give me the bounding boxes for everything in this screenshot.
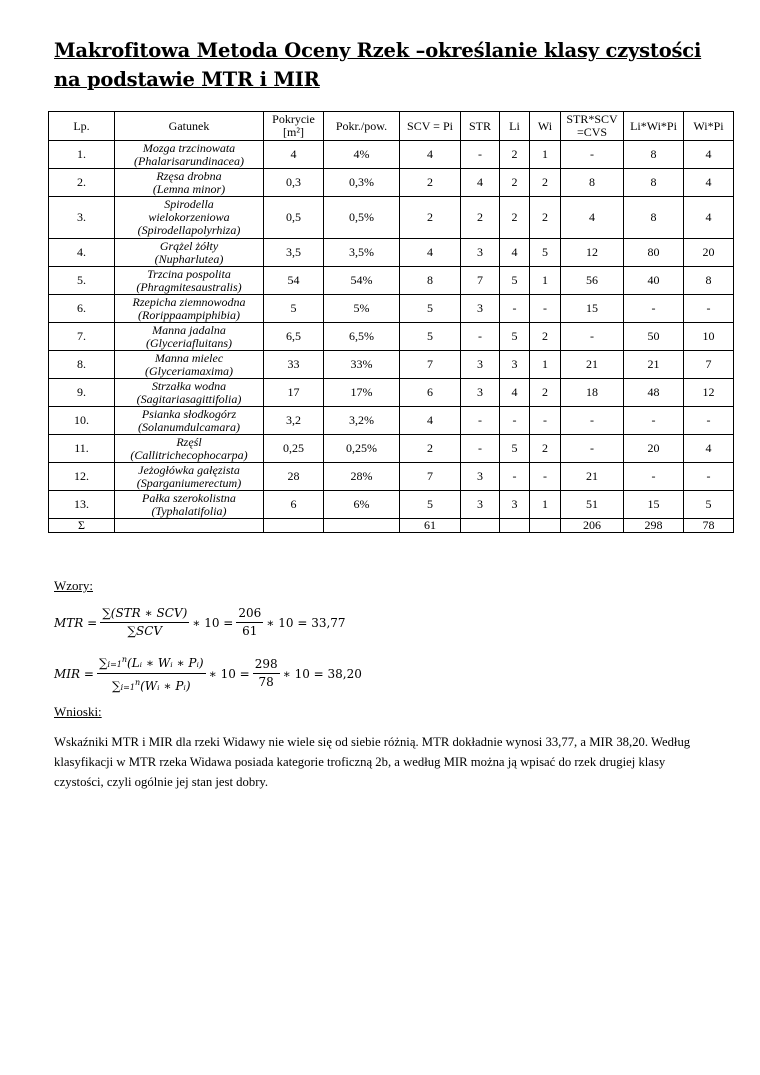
wp-value: 20: [684, 239, 734, 267]
li-value: 3: [500, 491, 530, 519]
wp-value: 7: [684, 351, 734, 379]
row-number: 6.: [49, 295, 115, 323]
lwp-value: 21: [624, 351, 684, 379]
mtr-formula: [54, 606, 346, 639]
wi-value: -: [530, 407, 561, 435]
species-name: [115, 267, 264, 295]
scv-value: 7: [400, 463, 461, 491]
coverage-percent: 0,5%: [324, 197, 400, 239]
wp-value: 8: [684, 267, 734, 295]
sum-label: Σ: [49, 519, 115, 533]
mir-numerator: $\sum i=1^n(Lᵢ$ ∗ Wᵢ ∗ Pᵢ): [97, 652, 206, 674]
table-row: [49, 239, 734, 267]
row-number: 4.: [49, 239, 115, 267]
str-value: 3: [461, 491, 500, 519]
scv-value: 5: [400, 323, 461, 351]
wp-value: -: [684, 407, 734, 435]
scv-value: 4: [400, 141, 461, 169]
table-row: [49, 141, 734, 169]
mtr-denominator: ∑SCV: [127, 624, 163, 638]
mir-result: ∗ 10 = 38,20: [282, 666, 362, 681]
species-line: (Glyceriamaxima): [145, 363, 233, 378]
li-value: 2: [500, 169, 530, 197]
header-lwp: Li*Wi*Pi: [624, 112, 684, 141]
sum-cvs: 206: [561, 519, 624, 533]
wp-value: 12: [684, 379, 734, 407]
lwp-value: 15: [624, 491, 684, 519]
coverage-m2: 5: [264, 295, 324, 323]
mir-value-denominator: 78: [258, 675, 274, 689]
species-line: (Glyceriafluitans): [146, 335, 232, 350]
species-name: [115, 407, 264, 435]
sum-scv: 61: [400, 519, 461, 533]
species-name: [115, 491, 264, 519]
scv-value: 2: [400, 197, 461, 239]
li-value: 2: [500, 197, 530, 239]
scv-value: 8: [400, 267, 461, 295]
cvs-value: 4: [561, 197, 624, 239]
species-line: Grążel żółty: [159, 238, 219, 253]
species-line: (Sparganiumerectum): [136, 475, 242, 490]
sum-empty: [530, 519, 561, 533]
table-row: [49, 491, 734, 519]
header-wp: Wi*Pi: [684, 112, 734, 141]
str-value: 3: [461, 463, 500, 491]
mir-value-fraction: [253, 657, 280, 690]
sum-lwp: 298: [624, 519, 684, 533]
species-name: [115, 463, 264, 491]
species-line: Manna jadalna: [152, 322, 226, 337]
str-value: 3: [461, 295, 500, 323]
lwp-value: 80: [624, 239, 684, 267]
species-line: Rzęśl: [176, 434, 202, 449]
header-str: STR: [461, 112, 500, 141]
species-line: Psianka słodkogórz: [141, 406, 237, 421]
species-line: (Phalarisarundinacea): [134, 153, 244, 168]
table-row: [49, 435, 734, 463]
coverage-percent: 17%: [324, 379, 400, 407]
str-value: 3: [461, 239, 500, 267]
cvs-value: 12: [561, 239, 624, 267]
mir-denominator-expr: (Wᵢ ∗ Pᵢ): [140, 679, 191, 693]
sum-empty: [115, 519, 264, 533]
coverage-percent: 54%: [324, 267, 400, 295]
species-line: (Typhalatifolia): [151, 503, 227, 518]
lwp-value: 8: [624, 141, 684, 169]
cvs-value: 15: [561, 295, 624, 323]
header-scv: SCV = Pi: [400, 112, 461, 141]
cvs-value: 51: [561, 491, 624, 519]
scv-value: 7: [400, 351, 461, 379]
wp-value: 4: [684, 435, 734, 463]
li-value: -: [500, 463, 530, 491]
wi-value: -: [530, 463, 561, 491]
species-line: (Solanumdulcamara): [138, 419, 240, 434]
header-cvs: STR*SCV =CVS: [561, 112, 624, 141]
coverage-percent: 28%: [324, 463, 400, 491]
scv-value: 2: [400, 435, 461, 463]
coverage-percent: 0,25%: [324, 435, 400, 463]
header-pokrycie: Pokrycie [m²]: [264, 112, 324, 141]
species-line: (Sagitariasagittifolia): [136, 391, 242, 406]
row-number: 2.: [49, 169, 115, 197]
species-line: Rzepicha ziemnowodna: [132, 294, 246, 309]
header-li: Li: [500, 112, 530, 141]
table-row: [49, 295, 734, 323]
scv-value: 4: [400, 239, 461, 267]
scv-value: 2: [400, 169, 461, 197]
str-value: -: [461, 323, 500, 351]
coverage-percent: 3,2%: [324, 407, 400, 435]
str-value: 2: [461, 197, 500, 239]
lwp-value: 20: [624, 435, 684, 463]
mir-value-numerator: 298: [253, 657, 280, 674]
species-name: [115, 435, 264, 463]
wp-value: 4: [684, 169, 734, 197]
mir-numerator-expr: (Lᵢ ∗ Wᵢ ∗ Pᵢ): [127, 656, 204, 670]
species-name: [115, 323, 264, 351]
header-gatunek: Gatunek: [115, 112, 264, 141]
wi-value: 2: [530, 169, 561, 197]
row-number: 9.: [49, 379, 115, 407]
li-value: 2: [500, 141, 530, 169]
coverage-m2: 4: [264, 141, 324, 169]
wi-value: 5: [530, 239, 561, 267]
mir-denominator: $\sum i=1^n(Wᵢ$ ∗ Pᵢ): [112, 678, 191, 693]
row-number: 3.: [49, 197, 115, 239]
scv-value: 5: [400, 295, 461, 323]
wp-value: 4: [684, 141, 734, 169]
li-value: -: [500, 295, 530, 323]
li-value: 5: [500, 435, 530, 463]
wi-value: 2: [530, 323, 561, 351]
species-line: wielokorzeniowa: [148, 210, 230, 224]
mtr-result: ∗ 10 = 33,77: [266, 615, 346, 630]
wi-value: 1: [530, 351, 561, 379]
table-row: [49, 197, 734, 239]
wp-value: 4: [684, 197, 734, 239]
table-row: [49, 463, 734, 491]
row-number: 7.: [49, 323, 115, 351]
coverage-percent: 33%: [324, 351, 400, 379]
coverage-percent: 4%: [324, 141, 400, 169]
scv-value: 5: [400, 491, 461, 519]
lwp-value: 48: [624, 379, 684, 407]
li-value: 4: [500, 379, 530, 407]
str-value: 3: [461, 379, 500, 407]
lwp-value: -: [624, 407, 684, 435]
species-line: Manna mielec: [154, 350, 224, 365]
mir-fraction: [97, 652, 206, 695]
sum-empty: [264, 519, 324, 533]
coverage-m2: 3,5: [264, 239, 324, 267]
species-line: Jeżogłówka gałęzista: [138, 462, 240, 477]
species-name: [115, 351, 264, 379]
species-name: [115, 141, 264, 169]
mtr-value-numerator: 206: [236, 606, 263, 623]
species-line: (Rorippaampiphibia): [138, 307, 240, 322]
wi-value: -: [530, 295, 561, 323]
mtr-multiplier: ∗ 10 =: [192, 615, 234, 630]
wp-value: -: [684, 295, 734, 323]
coverage-m2: 6,5: [264, 323, 324, 351]
species-line: (Spirodellapolyrhiza): [137, 223, 241, 237]
species-line: (Lemna minor): [152, 181, 226, 196]
coverage-percent: 5%: [324, 295, 400, 323]
species-line: Mozga trzcinowata: [142, 140, 236, 155]
cvs-value: 21: [561, 463, 624, 491]
li-value: 4: [500, 239, 530, 267]
li-value: 5: [500, 267, 530, 295]
wp-value: 10: [684, 323, 734, 351]
coverage-percent: 6,5%: [324, 323, 400, 351]
table-row: [49, 267, 734, 295]
lwp-value: -: [624, 295, 684, 323]
sum-empty: [324, 519, 400, 533]
species-name: [115, 239, 264, 267]
wnioski-text: Wskaźniki MTR i MIR dla rzeki Widawy nie wiele się od siebie różnią. MTR dokładnie wynosi 33,77, a MIR 38,20. Według klasyfikacji w MTR rzeka Widawa posiada kategorie troficzną 2b, a według MIR można ją wpisać do rzek drugiej klasy czystości, czyli ogólnie jej stan jest dobry.: [54, 735, 691, 789]
coverage-m2: 3,2: [264, 407, 324, 435]
coverage-percent: 0,3%: [324, 169, 400, 197]
mtr-fraction: [100, 606, 189, 639]
li-value: -: [500, 407, 530, 435]
str-value: -: [461, 141, 500, 169]
wzory-heading: Wzory:: [54, 578, 93, 593]
scv-value: 4: [400, 407, 461, 435]
species-name: [115, 197, 264, 239]
cvs-value: -: [561, 407, 624, 435]
cvs-value: 8: [561, 169, 624, 197]
str-value: -: [461, 435, 500, 463]
species-line: (Nupharlutea): [154, 251, 224, 266]
wi-value: 1: [530, 141, 561, 169]
row-number: 11.: [49, 435, 115, 463]
row-number: 1.: [49, 141, 115, 169]
wi-value: 1: [530, 491, 561, 519]
wi-value: 1: [530, 267, 561, 295]
mtr-lhs: MTR =: [54, 615, 98, 630]
li-value: 3: [500, 351, 530, 379]
mir-lhs: MIR =: [54, 666, 94, 681]
str-value: 3: [461, 351, 500, 379]
species-line: Strzałka wodna: [151, 378, 227, 393]
coverage-m2: 33: [264, 351, 324, 379]
wi-value: 2: [530, 197, 561, 239]
wp-value: -: [684, 463, 734, 491]
row-number: 5.: [49, 267, 115, 295]
table-row: [49, 323, 734, 351]
table-row: [49, 351, 734, 379]
wnioski-heading: Wnioski:: [54, 704, 102, 719]
page-title: Makrofitowa Metoda Oceny Rzek –określanie klasy czystości na podstawie MTR i MIR: [54, 39, 702, 91]
cvs-value: -: [561, 435, 624, 463]
sum-wp: 78: [684, 519, 734, 533]
table-row: [49, 379, 734, 407]
header-lp: Lp.: [49, 112, 115, 141]
coverage-percent: 3,5%: [324, 239, 400, 267]
species-name: [115, 379, 264, 407]
coverage-m2: 0,25: [264, 435, 324, 463]
mtr-numerator: ∑(STR ∗ SCV): [100, 606, 189, 623]
lwp-value: 50: [624, 323, 684, 351]
wi-value: 2: [530, 379, 561, 407]
row-number: 12.: [49, 463, 115, 491]
species-name: [115, 169, 264, 197]
cvs-value: -: [561, 323, 624, 351]
coverage-m2: 0,5: [264, 197, 324, 239]
scv-value: 6: [400, 379, 461, 407]
coverage-percent: 6%: [324, 491, 400, 519]
table-row: [49, 169, 734, 197]
species-line: (Phragmitesaustralis): [136, 279, 242, 294]
macrophyte-table: [48, 111, 734, 533]
table-row: [49, 407, 734, 435]
wp-value: 5: [684, 491, 734, 519]
str-value: 7: [461, 267, 500, 295]
mtr-value-fraction: [236, 606, 263, 639]
header-pokr-pow: Pokr./pow.: [324, 112, 400, 141]
row-number: 10.: [49, 407, 115, 435]
lwp-value: 8: [624, 169, 684, 197]
coverage-m2: 6: [264, 491, 324, 519]
species-name: [115, 295, 264, 323]
coverage-m2: 0,3: [264, 169, 324, 197]
sum-row: [49, 519, 734, 533]
cvs-value: 21: [561, 351, 624, 379]
species-line: Rzęsa drobna: [156, 168, 222, 183]
lwp-value: -: [624, 463, 684, 491]
sum-empty: [461, 519, 500, 533]
species-line: (Callitrichecophocarpa): [130, 447, 248, 462]
mir-formula: [54, 652, 362, 695]
li-value: 5: [500, 323, 530, 351]
sum-empty: [500, 519, 530, 533]
coverage-m2: 54: [264, 267, 324, 295]
mtr-value-denominator: 61: [242, 624, 258, 638]
species-line: Pałka szerokolistna: [142, 490, 236, 505]
lwp-value: 8: [624, 197, 684, 239]
mir-multiplier: ∗ 10 =: [208, 666, 250, 681]
lwp-value: 40: [624, 267, 684, 295]
header-wi: Wi: [530, 112, 561, 141]
coverage-m2: 28: [264, 463, 324, 491]
wi-value: 2: [530, 435, 561, 463]
row-number: 13.: [49, 491, 115, 519]
row-number: 8.: [49, 351, 115, 379]
table-header-row: [49, 112, 734, 141]
cvs-value: 56: [561, 267, 624, 295]
str-value: -: [461, 407, 500, 435]
coverage-m2: 17: [264, 379, 324, 407]
str-value: 4: [461, 169, 500, 197]
species-line: Spirodella: [164, 197, 214, 211]
cvs-value: 18: [561, 379, 624, 407]
cvs-value: -: [561, 141, 624, 169]
species-line: Trzcina pospolita: [147, 266, 231, 281]
